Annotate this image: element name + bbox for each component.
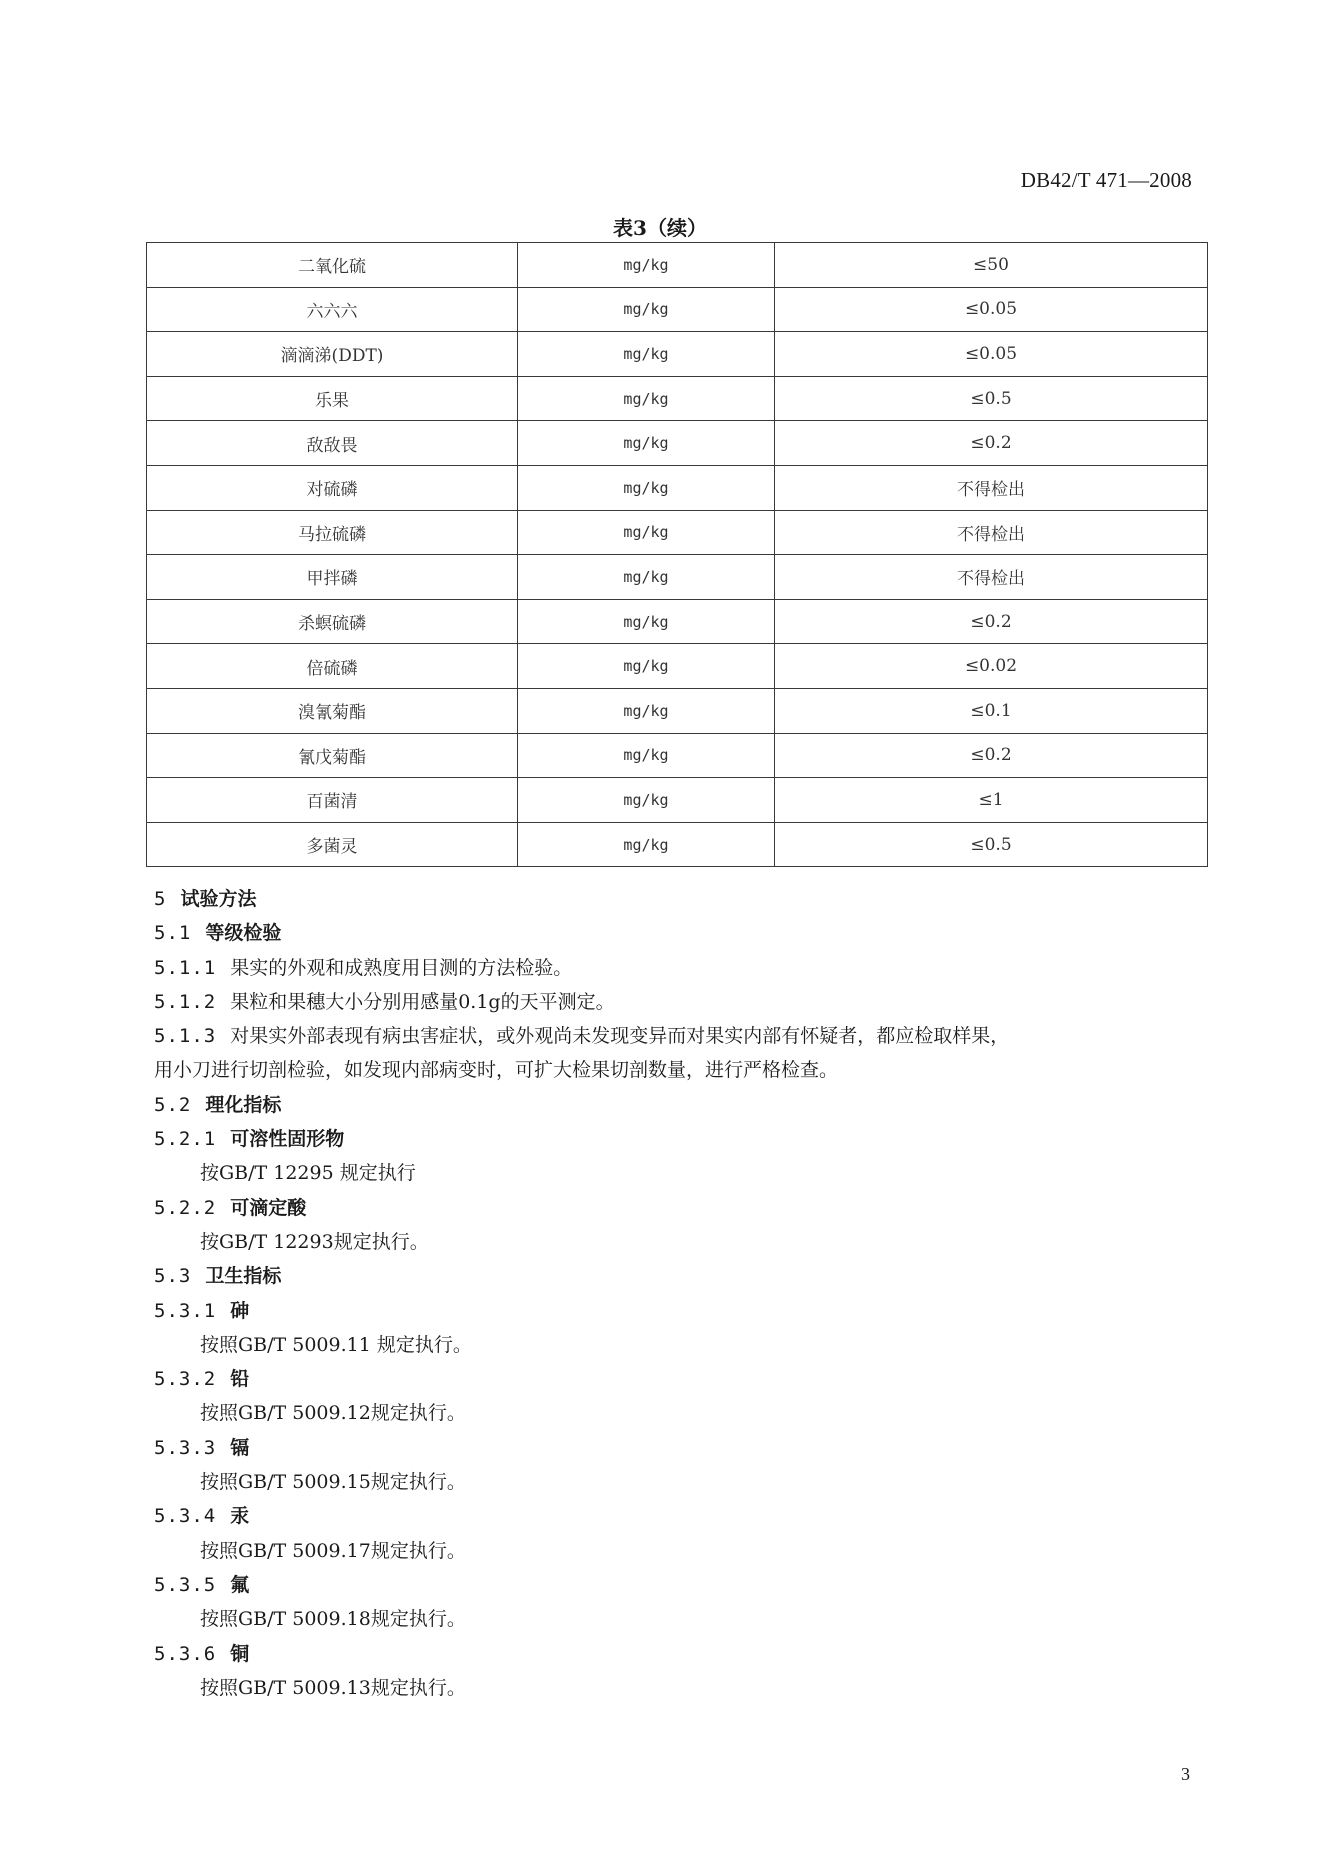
item-cell: 二氧化硫 [147,243,518,288]
unit-cell: mg/kg [518,822,775,867]
section-number: 5.3 [154,1265,192,1288]
section-content: 按GB/T 12293规定执行。 [200,1230,429,1253]
section-number: 5.3.3 [154,1436,217,1459]
standard-code: DB42/T 471—2008 [1020,168,1192,192]
section-number: 5.1.2 [154,990,217,1013]
unit-cell: mg/kg [518,688,775,733]
section-heading [154,1431,1214,1465]
limits-table-body [147,243,1208,867]
section-number: 5 [154,888,167,910]
section-content: 试验方法 [180,888,257,910]
table-row [147,332,1208,377]
limit-cell: ≤0.2 [775,733,1208,778]
limit-cell: ≤0.2 [775,421,1208,466]
section-number: 5.2.2 [154,1196,217,1219]
item-cell: 氰戊菊酯 [147,733,518,778]
table-row [147,688,1208,733]
section-content: 按照GB/T 5009.15规定执行。 [200,1471,466,1494]
section-number: 5.3.1 [154,1299,217,1322]
section-text [154,1156,1214,1190]
section-content: 按照GB/T 5009.11 规定执行。 [200,1333,472,1356]
item-cell: 甲拌磷 [147,555,518,600]
section-content: 对果实外部表现有病虫害症状，或外观尚未发现变异而对果实内部有怀疑者，都应检取样果， [230,1025,1010,1048]
section-number: 5.3.6 [154,1642,217,1665]
section-content: 可溶性固形物 [230,1128,345,1151]
section-content: 用小刀进行切剖检验，如发现内部病变时，可扩大检果切剖数量，进行严格检查。 [154,1059,839,1082]
limit-cell: ≤0.1 [775,688,1208,733]
item-cell: 溴氰菊酯 [147,688,518,733]
section-text [154,1328,1214,1362]
limits-table [146,242,1208,867]
test-methods-section [154,882,1214,1705]
section-number: 5.2 [154,1093,192,1116]
section-heading [154,916,1214,950]
table-row [147,599,1208,644]
section-number: 5.1 [154,922,192,945]
table-row [147,376,1208,421]
item-cell: 杀螟硫磷 [147,599,518,644]
section-heading [154,1637,1214,1671]
item-cell: 滴滴涕(DDT) [147,332,518,377]
section-text [154,1225,1214,1259]
section-content: 可滴定酸 [230,1196,307,1219]
section-content: 按照GB/T 5009.17规定执行。 [200,1539,466,1562]
section-content: 镉 [230,1436,250,1459]
section-content: 按GB/T 12295 规定执行 [200,1162,416,1185]
section-heading [154,1568,1214,1602]
section-heading [154,1499,1214,1533]
section-text [154,1019,1214,1053]
item-cell: 倍硫磷 [147,644,518,689]
section-content: 按照GB/T 5009.13规定执行。 [200,1676,466,1699]
table-row [147,733,1208,778]
section-content: 卫生指标 [205,1265,282,1288]
unit-cell: mg/kg [518,243,775,288]
unit-cell: mg/kg [518,421,775,466]
limit-cell: ≤0.2 [775,599,1208,644]
section-text [154,951,1214,985]
section-heading [154,1191,1214,1225]
limit-cell: ≤50 [775,243,1208,288]
item-cell: 马拉硫磷 [147,510,518,555]
unit-cell: mg/kg [518,644,775,689]
table-row [147,822,1208,867]
unit-cell: mg/kg [518,555,775,600]
item-cell: 对硫磷 [147,465,518,510]
section-text [154,1396,1214,1430]
section-content: 果实的外观和成熟度用目测的方法检验。 [230,956,573,979]
section-heading [154,1362,1214,1396]
section-number: 5.3.5 [154,1573,217,1596]
table-title: 表3（续） [613,216,707,240]
unit-cell: mg/kg [518,287,775,332]
section-content: 理化指标 [205,1093,282,1116]
unit-cell: mg/kg [518,465,775,510]
section-content: 等级检验 [205,922,282,945]
section-number: 5.3.2 [154,1368,217,1391]
unit-cell: mg/kg [518,376,775,421]
section-content: 铅 [230,1368,250,1391]
section-number: 5.2.1 [154,1128,217,1151]
unit-cell: mg/kg [518,733,775,778]
limit-cell: ≤0.05 [775,287,1208,332]
section-heading [154,1259,1214,1293]
item-cell: 百菌清 [147,778,518,823]
item-cell: 六六六 [147,287,518,332]
unit-cell: mg/kg [518,510,775,555]
section-content: 按照GB/T 5009.12规定执行。 [200,1402,466,1425]
section-content: 砷 [230,1299,250,1322]
limit-cell: ≤1 [775,778,1208,823]
section-heading [154,1088,1214,1122]
table-row [147,778,1208,823]
limit-cell: ≤0.02 [775,644,1208,689]
section-heading [154,1294,1214,1328]
section-text [154,1465,1214,1499]
section-heading [154,1122,1214,1156]
section-content: 按照GB/T 5009.18规定执行。 [200,1608,466,1631]
item-cell: 多菌灵 [147,822,518,867]
unit-cell: mg/kg [518,332,775,377]
unit-cell: mg/kg [518,778,775,823]
table-row [147,287,1208,332]
section-content: 氟 [230,1573,250,1596]
table-row [147,555,1208,600]
section-text [154,1671,1214,1705]
section-content: 铜 [230,1642,250,1665]
item-cell: 乐果 [147,376,518,421]
section-text [154,1053,1214,1087]
table-row [147,465,1208,510]
section-number: 5.1.1 [154,956,217,979]
limit-cell: ≤0.5 [775,376,1208,421]
limit-cell: ≤0.05 [775,332,1208,377]
page-number: 3 [1181,1764,1190,1784]
table-row [147,243,1208,288]
section-text [154,1534,1214,1568]
limit-cell: ≤0.5 [775,822,1208,867]
section-text [154,1602,1214,1636]
item-cell: 敌敌畏 [147,421,518,466]
section-number: 5.3.4 [154,1505,217,1528]
section-text [154,985,1214,1019]
section-heading [154,882,1214,916]
section-number: 5.1.3 [154,1025,217,1048]
table-row [147,510,1208,555]
section-content: 果粒和果穗大小分别用感量0.1g的天平测定。 [230,990,615,1013]
limit-cell: 不得检出 [775,510,1208,555]
unit-cell: mg/kg [518,599,775,644]
limit-cell: 不得检出 [775,465,1208,510]
limit-cell: 不得检出 [775,555,1208,600]
section-content: 汞 [230,1505,250,1528]
table-row [147,644,1208,689]
table-row [147,421,1208,466]
